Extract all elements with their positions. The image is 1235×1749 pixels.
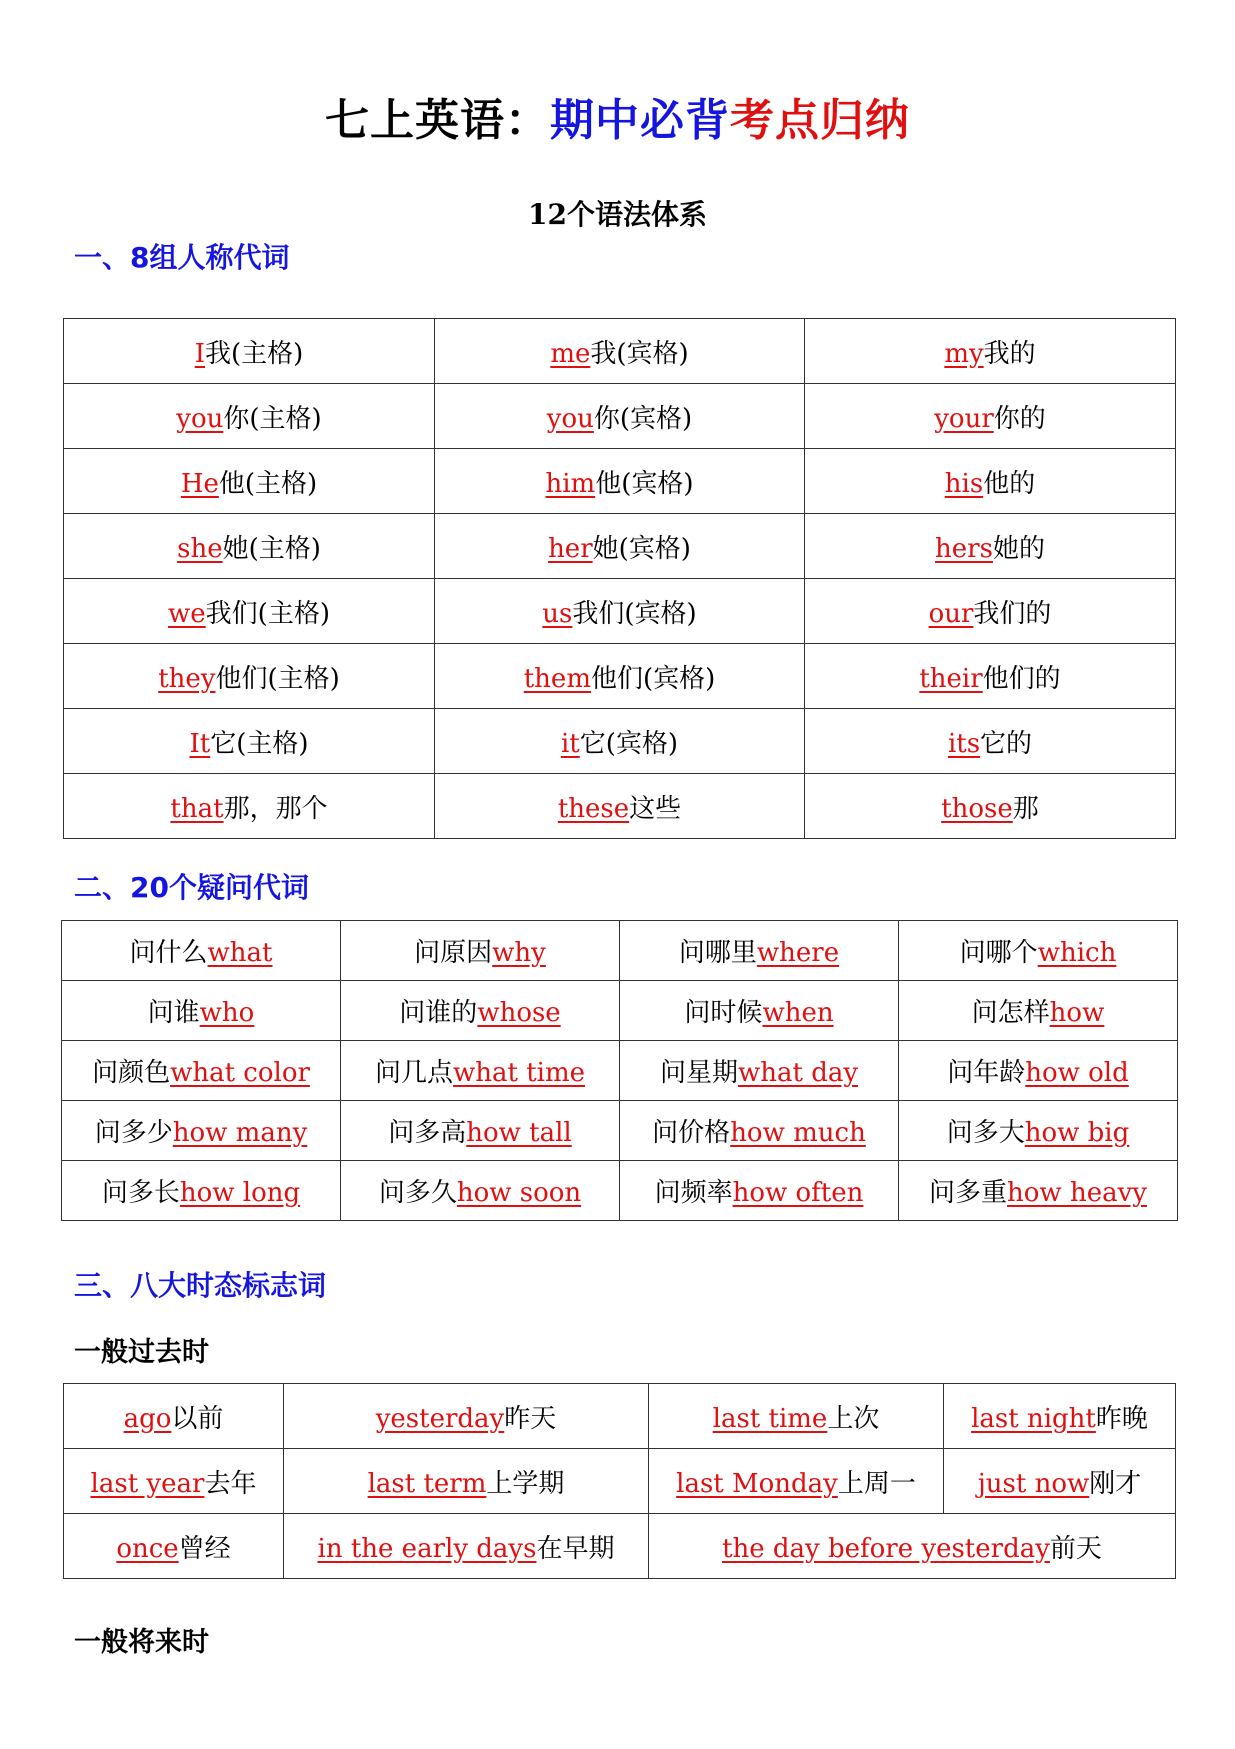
chinese-meaning: 那，那个 [223, 793, 328, 824]
chinese-meaning: 他们(宾格) [590, 663, 716, 694]
chinese-meaning: 昨晚 [1095, 1403, 1148, 1434]
english-term: last year [90, 1468, 205, 1499]
table-row [64, 1449, 1176, 1514]
table-cell [620, 1161, 899, 1221]
english-term: once [116, 1533, 179, 1564]
chinese-meaning: 去年 [204, 1468, 257, 1499]
english-term: last time [712, 1403, 828, 1434]
english-term: hers [935, 533, 993, 564]
english-term: his [944, 468, 984, 499]
table-cell [899, 1101, 1178, 1161]
table-cell [805, 384, 1176, 449]
english-term: in the early days [317, 1533, 537, 1564]
english-term: them [523, 663, 591, 694]
table-cell [620, 981, 899, 1041]
section1-heading: 一、8组人称代词 [74, 241, 290, 274]
chinese-meaning: 问原因 [414, 938, 493, 968]
table-cell [341, 1161, 620, 1221]
english-term: how many [172, 1118, 308, 1148]
chinese-meaning: 问多久 [378, 1178, 457, 1208]
table-row [62, 921, 1178, 981]
table-cell [341, 1101, 620, 1161]
chinese-meaning: 问多大 [946, 1118, 1025, 1148]
table-row [62, 1101, 1178, 1161]
table-cell [805, 319, 1176, 384]
chinese-meaning: 我们的 [973, 598, 1052, 629]
table-row [64, 774, 1176, 839]
table-cell [944, 1449, 1176, 1514]
chinese-meaning: 它的 [980, 728, 1033, 759]
chinese-meaning: 上次 [827, 1403, 880, 1434]
chinese-meaning: 问时候 [684, 998, 763, 1028]
chinese-meaning: 问多重 [929, 1178, 1008, 1208]
table-row [64, 319, 1176, 384]
table-cell [435, 579, 805, 644]
table-cell [805, 449, 1176, 514]
chinese-meaning: 我们(主格) [205, 598, 330, 629]
chinese-meaning: 那 [1012, 793, 1039, 824]
table-cell [341, 981, 620, 1041]
pronoun-table [63, 318, 1176, 839]
chinese-meaning: 问哪个 [959, 938, 1038, 968]
english-term: It [189, 728, 211, 759]
english-term: they [158, 663, 216, 694]
table-cell [64, 1514, 284, 1579]
chinese-meaning: 我们(宾格) [572, 598, 697, 629]
english-term: how heavy [1007, 1178, 1147, 1208]
english-term: last Monday [676, 1468, 838, 1499]
past-tense-heading: 一般过去时 [74, 1337, 209, 1368]
table-cell [435, 319, 805, 384]
english-term: what color [170, 1058, 310, 1088]
chinese-meaning: 她(宾格) [592, 533, 691, 564]
table-cell [435, 709, 805, 774]
past-tense-table [63, 1383, 1176, 1579]
table-cell [435, 644, 805, 709]
english-term: it [560, 728, 580, 759]
table-cell [64, 1449, 284, 1514]
table-row [64, 1384, 1176, 1449]
table-cell [899, 981, 1178, 1041]
chinese-meaning: 他们的 [982, 663, 1061, 694]
english-term: me [550, 338, 591, 369]
chinese-meaning: 问几点 [374, 1058, 453, 1088]
question-word-table [61, 920, 1178, 1221]
table-row [64, 514, 1176, 579]
english-term: the day before yesterday [722, 1533, 1050, 1564]
chinese-meaning: 以前 [171, 1403, 224, 1434]
table-cell [805, 709, 1176, 774]
english-term: their [919, 663, 983, 694]
english-term: how tall [466, 1118, 572, 1148]
table-cell [62, 1161, 341, 1221]
chinese-meaning: 问多长 [101, 1178, 180, 1208]
english-term: what day [737, 1058, 859, 1088]
english-term: how often [732, 1178, 864, 1208]
table-cell [284, 1384, 649, 1449]
table-cell [64, 774, 435, 839]
table-cell [62, 921, 341, 981]
chinese-meaning: 问谁 [147, 998, 200, 1028]
english-term: that [170, 793, 224, 824]
table-cell [64, 384, 435, 449]
english-term: we [168, 598, 206, 629]
table-cell [620, 1101, 899, 1161]
chinese-meaning: 问频率 [654, 1178, 733, 1208]
table-cell [64, 1384, 284, 1449]
table-row [64, 644, 1176, 709]
chinese-meaning: 问哪里 [678, 938, 757, 968]
chinese-meaning: 问多少 [94, 1118, 173, 1148]
english-term: you [176, 403, 224, 434]
chinese-meaning: 我的 [983, 338, 1036, 369]
table-row [62, 981, 1178, 1041]
chinese-meaning: 曾经 [178, 1533, 231, 1564]
english-term: these [557, 793, 630, 824]
chinese-meaning: 我(主格) [204, 338, 304, 369]
table-cell [64, 644, 435, 709]
english-term: those [941, 793, 1013, 824]
chinese-meaning: 问颜色 [92, 1058, 171, 1088]
english-term: who [199, 998, 255, 1028]
table-cell [62, 1041, 341, 1101]
table-cell [62, 1101, 341, 1161]
chinese-meaning: 他(主格) [218, 468, 318, 499]
table-cell [64, 709, 435, 774]
english-term: you [546, 403, 594, 434]
table-cell [944, 1384, 1176, 1449]
english-term: when [762, 998, 834, 1028]
english-term: I [194, 338, 205, 369]
english-term: how much [730, 1118, 866, 1148]
table-row [64, 579, 1176, 644]
table-cell [805, 579, 1176, 644]
chinese-meaning: 你的 [993, 403, 1046, 434]
table-cell [649, 1449, 944, 1514]
chinese-meaning: 问年龄 [947, 1058, 1026, 1088]
english-term: what time [452, 1058, 586, 1088]
table-row [62, 1161, 1178, 1221]
table-cell [620, 921, 899, 981]
chinese-meaning: 她的 [992, 533, 1045, 564]
english-term: my [944, 338, 984, 369]
table-cell [341, 1041, 620, 1101]
section3-heading: 三、八大时态标志词 [74, 1269, 327, 1302]
english-term: whose [477, 998, 561, 1028]
table-cell [435, 514, 805, 579]
chinese-meaning: 它(主格) [210, 728, 309, 759]
chinese-meaning: 他的 [983, 468, 1036, 499]
english-term: last night [971, 1403, 1096, 1434]
chinese-meaning: 刚才 [1089, 1468, 1142, 1499]
english-term: how big [1024, 1118, 1130, 1148]
table-cell [64, 514, 435, 579]
page-title [0, 84, 1235, 148]
chinese-meaning: 这些 [629, 793, 682, 824]
english-term: she [177, 533, 223, 564]
title-part-2: 期中必背 [550, 95, 730, 146]
table-cell [899, 921, 1178, 981]
table-row [64, 1514, 1176, 1579]
table-cell [805, 514, 1176, 579]
english-term: last term [367, 1468, 487, 1499]
chinese-meaning: 上周一 [837, 1468, 916, 1499]
table-cell [341, 921, 620, 981]
english-term: just now [977, 1468, 1090, 1499]
table-row [62, 1041, 1178, 1101]
english-term: what [207, 938, 273, 968]
chinese-meaning: 她(主格) [222, 533, 321, 564]
subtitle: 12个语法体系 [528, 198, 707, 231]
chinese-meaning: 在早期 [536, 1533, 615, 1564]
chinese-meaning: 前天 [1049, 1533, 1102, 1564]
english-term: us [542, 598, 573, 629]
chinese-meaning: 你(主格) [223, 403, 322, 434]
english-term: He [180, 468, 219, 499]
table-cell [435, 384, 805, 449]
table-cell [649, 1384, 944, 1449]
table-cell [435, 449, 805, 514]
english-term: how long [179, 1178, 301, 1208]
english-term: how [1049, 998, 1105, 1028]
english-term: her [548, 533, 593, 564]
chinese-meaning: 它(宾格) [579, 728, 679, 759]
english-term: how old [1025, 1058, 1129, 1088]
english-term: how soon [456, 1178, 582, 1208]
table-row [64, 384, 1176, 449]
table-cell [899, 1161, 1178, 1221]
chinese-meaning: 你(宾格) [593, 403, 693, 434]
chinese-meaning: 问价格 [652, 1118, 731, 1148]
table-cell [649, 1514, 1176, 1579]
english-term: our [928, 598, 974, 629]
chinese-meaning: 问多高 [388, 1118, 467, 1148]
chinese-meaning: 问星期 [659, 1058, 738, 1088]
table-cell [805, 644, 1176, 709]
table-cell [284, 1449, 649, 1514]
table-row [64, 709, 1176, 774]
english-term: where [756, 938, 840, 968]
english-term: ago [123, 1403, 172, 1434]
table-cell [435, 774, 805, 839]
chinese-meaning: 我(宾格) [590, 338, 689, 369]
table-cell [620, 1041, 899, 1101]
english-term: which [1037, 938, 1117, 968]
english-term: him [545, 468, 596, 499]
english-term: its [947, 728, 981, 759]
table-cell [64, 319, 435, 384]
chinese-meaning: 他(宾格) [595, 468, 694, 499]
table-cell [64, 579, 435, 644]
table-cell [805, 774, 1176, 839]
table-cell [62, 981, 341, 1041]
title-part-3: 考点归纳 [730, 95, 910, 146]
english-term: yesterday [375, 1403, 505, 1434]
english-term: your [934, 403, 994, 434]
future-tense-heading: 一般将来时 [74, 1627, 209, 1658]
chinese-meaning: 他们(主格) [215, 663, 340, 694]
table-row [64, 449, 1176, 514]
chinese-meaning: 问什么 [129, 938, 208, 968]
table-cell [284, 1514, 649, 1579]
chinese-meaning: 上学期 [486, 1468, 565, 1499]
title-part-1: 七上英语： [325, 95, 550, 146]
english-term: why [492, 938, 546, 968]
chinese-meaning: 问谁的 [399, 998, 478, 1028]
chinese-meaning: 问怎样 [971, 998, 1050, 1028]
section2-heading: 二、20个疑问代词 [74, 871, 309, 904]
table-cell [64, 449, 435, 514]
table-cell [899, 1041, 1178, 1101]
chinese-meaning: 昨天 [504, 1403, 557, 1434]
